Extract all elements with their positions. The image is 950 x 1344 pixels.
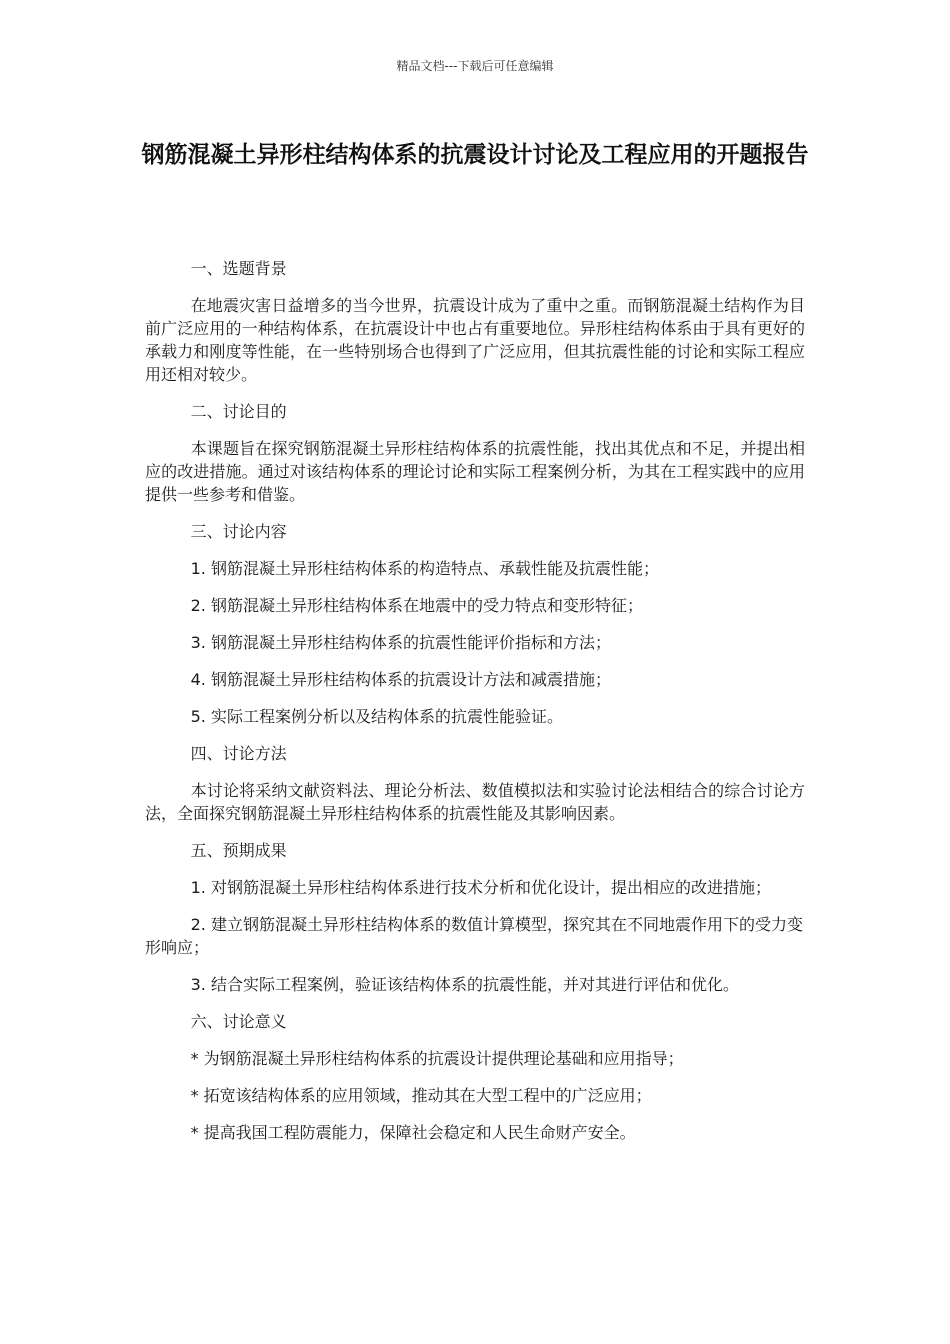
section-heading-purpose: 二、讨论目的 <box>190 402 287 421</box>
significance-item-3: * 提高我国工程防震能力，保障社会稳定和人民生命财产安全。 <box>190 1123 636 1142</box>
section-heading-results: 五、预期成果 <box>190 841 287 860</box>
page-header: 精品文档---下载后可任意编辑 <box>396 59 554 73</box>
content-item-5: 5. 实际工程案例分析以及结构体系的抗震性能验证。 <box>190 707 563 726</box>
content-item-2: 2. 钢筋混凝土异形柱结构体系在地震中的受力特点和变形特征； <box>190 596 643 615</box>
content-item-1: 1. 钢筋混凝土异形柱结构体系的构造特点、承载性能及抗震性能； <box>190 559 659 578</box>
significance-item-1: * 为钢筋混凝土异形柱结构体系的抗震设计提供理论基础和应用指导； <box>190 1049 684 1068</box>
result-item-2: 2. 建立钢筋混凝土异形柱结构体系的数值计算模型，探究其在不同地震作用下的受力变形响应； <box>145 915 803 957</box>
section-heading-method: 四、讨论方法 <box>190 744 287 763</box>
section-heading-content: 三、讨论内容 <box>190 522 287 541</box>
result-item-3: 3. 结合实际工程案例，验证该结构体系的抗震性能，并对其进行评估和优化。 <box>190 975 739 994</box>
section-heading-significance: 六、讨论意义 <box>190 1012 287 1031</box>
content-item-3: 3. 钢筋混凝土异形柱结构体系的抗震性能评价指标和方法； <box>190 633 611 652</box>
section-heading-background: 一、选题背景 <box>190 259 287 278</box>
purpose-paragraph: 本课题旨在探究钢筋混凝土异形柱结构体系的抗震性能，找出其优点和不足，并提出相应的改进措施。通过对该结构体系的理论讨论和实际工程案例分析，为其在工程实践中的应用提供一些参考和借鉴。 <box>145 439 805 504</box>
document-title: 钢筋混凝土异形柱结构体系的抗震设计讨论及工程应用的开题报告 <box>141 142 809 168</box>
significance-item-2: * 拓宽该结构体系的应用领域，推动其在大型工程中的广泛应用； <box>190 1086 652 1105</box>
background-paragraph: 在地震灾害日益增多的当今世界，抗震设计成为了重中之重。而钢筋混凝土结构作为目前广泛应用的一种结构体系，在抗震设计中也占有重要地位。异形柱结构体系由于具有更好的承载力和刚度等性能，在一些特别场合也得到了广泛应用，但其抗震性能的讨论和实际工程应用还相对较少。 <box>145 296 805 384</box>
method-paragraph: 本讨论将采纳文献资料法、理论分析法、数值模拟法和实验讨论法相结合的综合讨论方法，全面探究钢筋混凝土异形柱结构体系的抗震性能及其影响因素。 <box>145 781 805 823</box>
content-item-4: 4. 钢筋混凝土异形柱结构体系的抗震设计方法和减震措施； <box>190 670 611 689</box>
document-body <box>145 257 805 1158</box>
result-item-1: 1. 对钢筋混凝土异形柱结构体系进行技术分析和优化设计，提出相应的改进措施； <box>190 878 771 897</box>
